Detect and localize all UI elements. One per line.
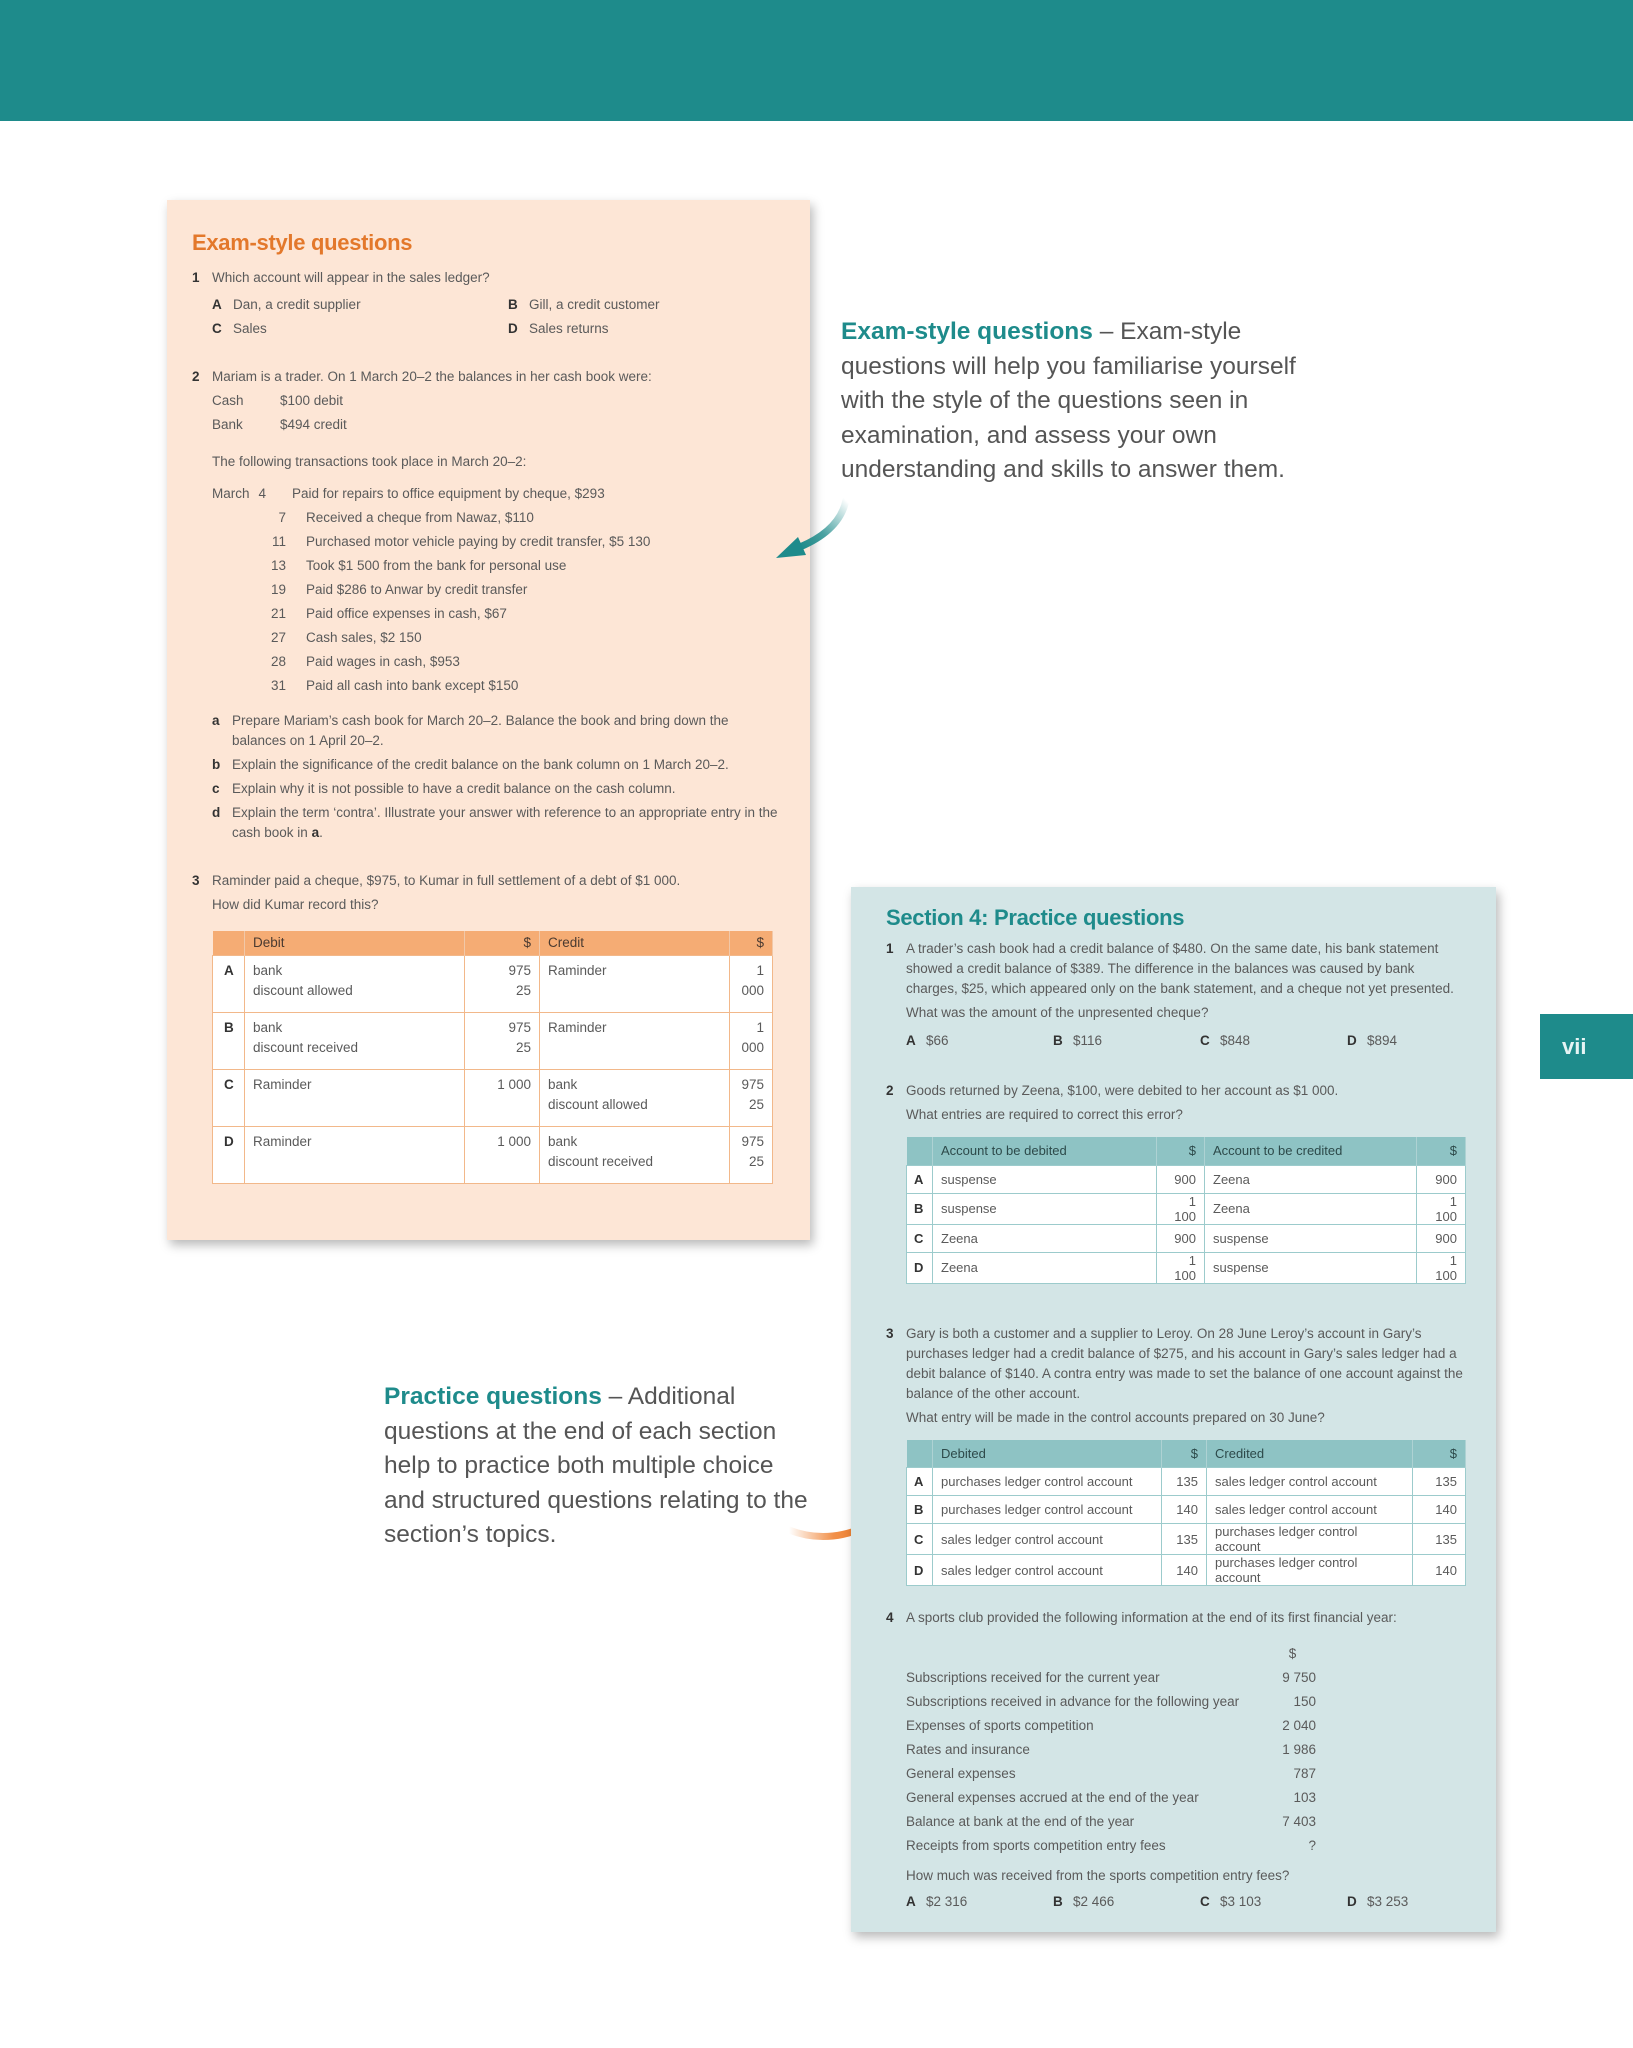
table-row[interactable]: B bank discount received 975 25 Raminder 1 000	[213, 1012, 773, 1069]
part-d: d Explain the term ‘contra’. Illustrate your answer with reference to an appropriate entry in the cash book in a.	[212, 805, 778, 840]
table-row[interactable]: A purchases ledger control account 135 sales ledger control account 135	[907, 1468, 1466, 1496]
table-header-row: Debit $ Credit $	[213, 931, 773, 955]
table-row[interactable]: A suspense 900 Zeena 900	[907, 1165, 1466, 1193]
currency-header-row: $	[1288, 1646, 1297, 1661]
question-number: 3	[886, 1325, 894, 1341]
question-number: 3	[192, 873, 200, 888]
practice-q2-table	[906, 1137, 1466, 1284]
transaction-row: 11 Purchased motor vehicle paying by credit transfer, $5 130	[271, 534, 651, 549]
callout-text: – Additional questions at the end of each section help to practice both multiple choice and structured questions relating to the section’s topics.	[384, 1383, 808, 1548]
exam-question-2	[192, 365, 785, 843]
exam-style-callout	[841, 315, 1311, 488]
info-row: Rates and insurance 1 986	[906, 1742, 1316, 1757]
question-number: 1	[886, 941, 894, 956]
transaction-row: 27 Cash sales, $2 150	[270, 630, 422, 645]
practice-questions-panel	[851, 887, 1496, 1932]
answer-options	[906, 1029, 1466, 1053]
question-prompt: How much was received from the sports competition entry fees?	[906, 1868, 1290, 1883]
question-prompt: What entries are required to correct this error?	[906, 1107, 1183, 1122]
table-row[interactable]: A bank discount allowed 975 25 Raminder 1 000	[213, 955, 773, 1012]
question-number: 2	[192, 369, 200, 384]
transaction-row: 13 Took $1 500 from the bank for personal use	[270, 558, 567, 573]
transaction-row: 7 Received a cheque from Nawaz, $110	[278, 510, 534, 525]
practice-question-1	[886, 939, 1466, 1053]
info-row: Balance at bank at the end of the year 7 403	[906, 1814, 1316, 1829]
exam-q3-table	[212, 931, 773, 1184]
balance-row-cash: Cash $100 debit	[212, 393, 344, 408]
transactions-intro: The following transactions took place in March 20–2:	[212, 454, 527, 469]
exam-panel-title: Exam-style questions	[192, 230, 413, 255]
question-number: 1	[192, 270, 200, 285]
option-d[interactable]: D $894	[1347, 1033, 1398, 1048]
option-b[interactable]: B $116	[1053, 1033, 1103, 1048]
exam-question-1	[192, 266, 785, 341]
page-number: vii	[1562, 1033, 1587, 1059]
question-text: Which account will appear in the sales ledger?	[212, 270, 490, 285]
info-row: Subscriptions received in advance for the following year 150	[906, 1694, 1316, 1709]
option-c[interactable]: C Sales	[212, 321, 267, 336]
question-text: Raminder paid a cheque, $975, to Kumar in full settlement of a debt of $1 000.	[212, 873, 681, 888]
table-row[interactable]: C sales ledger control account 135 purchases ledger control account 135	[907, 1524, 1466, 1555]
table-header-row: Debited $ Credited $	[907, 1440, 1466, 1468]
info-row: General expenses 787	[906, 1766, 1316, 1781]
info-row: Receipts from sports competition entry fees ?	[906, 1838, 1316, 1853]
table-header-row: Account to be debited $ Account to be credited $	[907, 1137, 1466, 1165]
option-b[interactable]: B $2 466	[1053, 1894, 1115, 1909]
question-parts	[212, 711, 785, 843]
answer-options	[906, 1890, 1466, 1914]
exam-style-questions-panel	[167, 200, 810, 1240]
practice-question-2	[886, 1081, 1466, 1125]
practice-panel-title: Section 4: Practice questions	[886, 905, 1185, 930]
page-number-tab	[1540, 1014, 1633, 1079]
question-text: Mariam is a trader. On 1 March 20–2 the balances in her cash book were:	[212, 369, 652, 384]
question-text: A trader’s cash book had a credit balance of $480. On the same date, his bank statement showed a credit balance of $389. The difference in the balances was caused by bank charges, $25, which appeared only on the bank statement, and a cheque not yet presented.	[906, 941, 1454, 996]
part-c: c Explain why it is not possible to have a credit balance on the cash column.	[212, 781, 676, 796]
practice-question-4	[886, 1608, 1466, 1628]
question-number: 2	[886, 1083, 894, 1098]
practice-question-4-prompt	[886, 1866, 1466, 1914]
option-a[interactable]: A $66	[906, 1033, 949, 1048]
table-row[interactable]: D Raminder 1 000 bank discount received 975 25	[213, 1126, 773, 1183]
option-b[interactable]: B Gill, a credit customer	[508, 297, 660, 312]
part-b: b Explain the significance of the credit balance on the bank column on 1 March 20–2.	[212, 757, 729, 772]
transaction-row: 28 Paid wages in cash, $953	[270, 654, 460, 669]
question-prompt: How did Kumar record this?	[212, 897, 379, 912]
part-a: a Prepare Mariam’s cash book for March 20–2. Balance the book and bring down the balances on 1 April 20–2.	[212, 713, 729, 748]
info-row: Subscriptions received for the current year 9 750	[906, 1670, 1316, 1685]
question-text: Gary is both a customer and a supplier to Leroy. On 28 June Leroy’s account in Gary’s purchases ledger had a credit balance of $275, and his account in Gary’s sales ledger had a debit balance of $140. A contra entry was made to set the balance of one account against the balance of the other account.	[906, 1325, 1463, 1401]
question-prompt: What entry will be made in the control accounts prepared on 30 June?	[906, 1409, 1325, 1425]
question-text: Goods returned by Zeena, $100, were debited to her account as $1 000.	[906, 1083, 1339, 1098]
table-row[interactable]: D Zeena 1 100 suspense 1 100	[907, 1252, 1466, 1283]
table-row[interactable]: B suspense 1 100 Zeena 1 100	[907, 1193, 1466, 1224]
transaction-row: 19 Paid $286 to Anwar by credit transfer	[270, 582, 528, 597]
top-banner	[0, 0, 1633, 121]
transaction-row: March 4 Paid for repairs to office equipment by cheque, $293	[212, 486, 605, 501]
option-d[interactable]: D $3 253	[1347, 1894, 1409, 1909]
table-row[interactable]: B purchases ledger control account 140 sales ledger control account 140	[907, 1496, 1466, 1524]
callout-title: Practice questions	[384, 1383, 602, 1410]
callout-title: Exam-style questions	[841, 318, 1093, 345]
info-row: Expenses of sports competition 2 040	[906, 1718, 1316, 1733]
option-a[interactable]: A Dan, a credit supplier	[212, 297, 361, 312]
exam-question-3	[192, 869, 785, 917]
answer-options	[212, 293, 785, 341]
question-number: 4	[886, 1610, 894, 1625]
question-text: A sports club provided the following information at the end of its first financial year:	[906, 1610, 1397, 1625]
transaction-row: 31 Paid all cash into bank except $150	[270, 678, 519, 693]
info-row: General expenses accrued at the end of the year 103	[906, 1790, 1316, 1805]
option-c[interactable]: C $3 103	[1200, 1894, 1262, 1909]
balance-row-bank: Bank $494 credit	[212, 417, 347, 432]
teal-arrow-icon	[770, 495, 850, 565]
transaction-row: 21 Paid office expenses in cash, $67	[270, 606, 507, 621]
transactions-list	[212, 482, 785, 698]
option-a[interactable]: A $2 316	[906, 1894, 968, 1909]
practice-q3-table	[906, 1440, 1466, 1587]
table-row[interactable]: D sales ledger control account 140 purchases ledger control account 140	[907, 1555, 1466, 1586]
table-row[interactable]: C Raminder 1 000 bank discount allowed 975 25	[213, 1069, 773, 1126]
practice-question-3	[886, 1324, 1466, 1428]
table-row[interactable]: C Zeena 900 suspense 900	[907, 1224, 1466, 1252]
practice-questions-callout	[384, 1380, 814, 1553]
question-prompt: What was the amount of the unpresented cheque?	[906, 1005, 1209, 1020]
sports-club-info-table	[906, 1642, 1466, 1858]
option-d[interactable]: D Sales returns	[508, 321, 609, 336]
option-c[interactable]: C $848	[1200, 1033, 1251, 1048]
callout-text: – Exam-style questions will help you familiarise yourself with the style of the questions seen in examination, and assess your own understanding and skills to answer them.	[841, 318, 1296, 483]
